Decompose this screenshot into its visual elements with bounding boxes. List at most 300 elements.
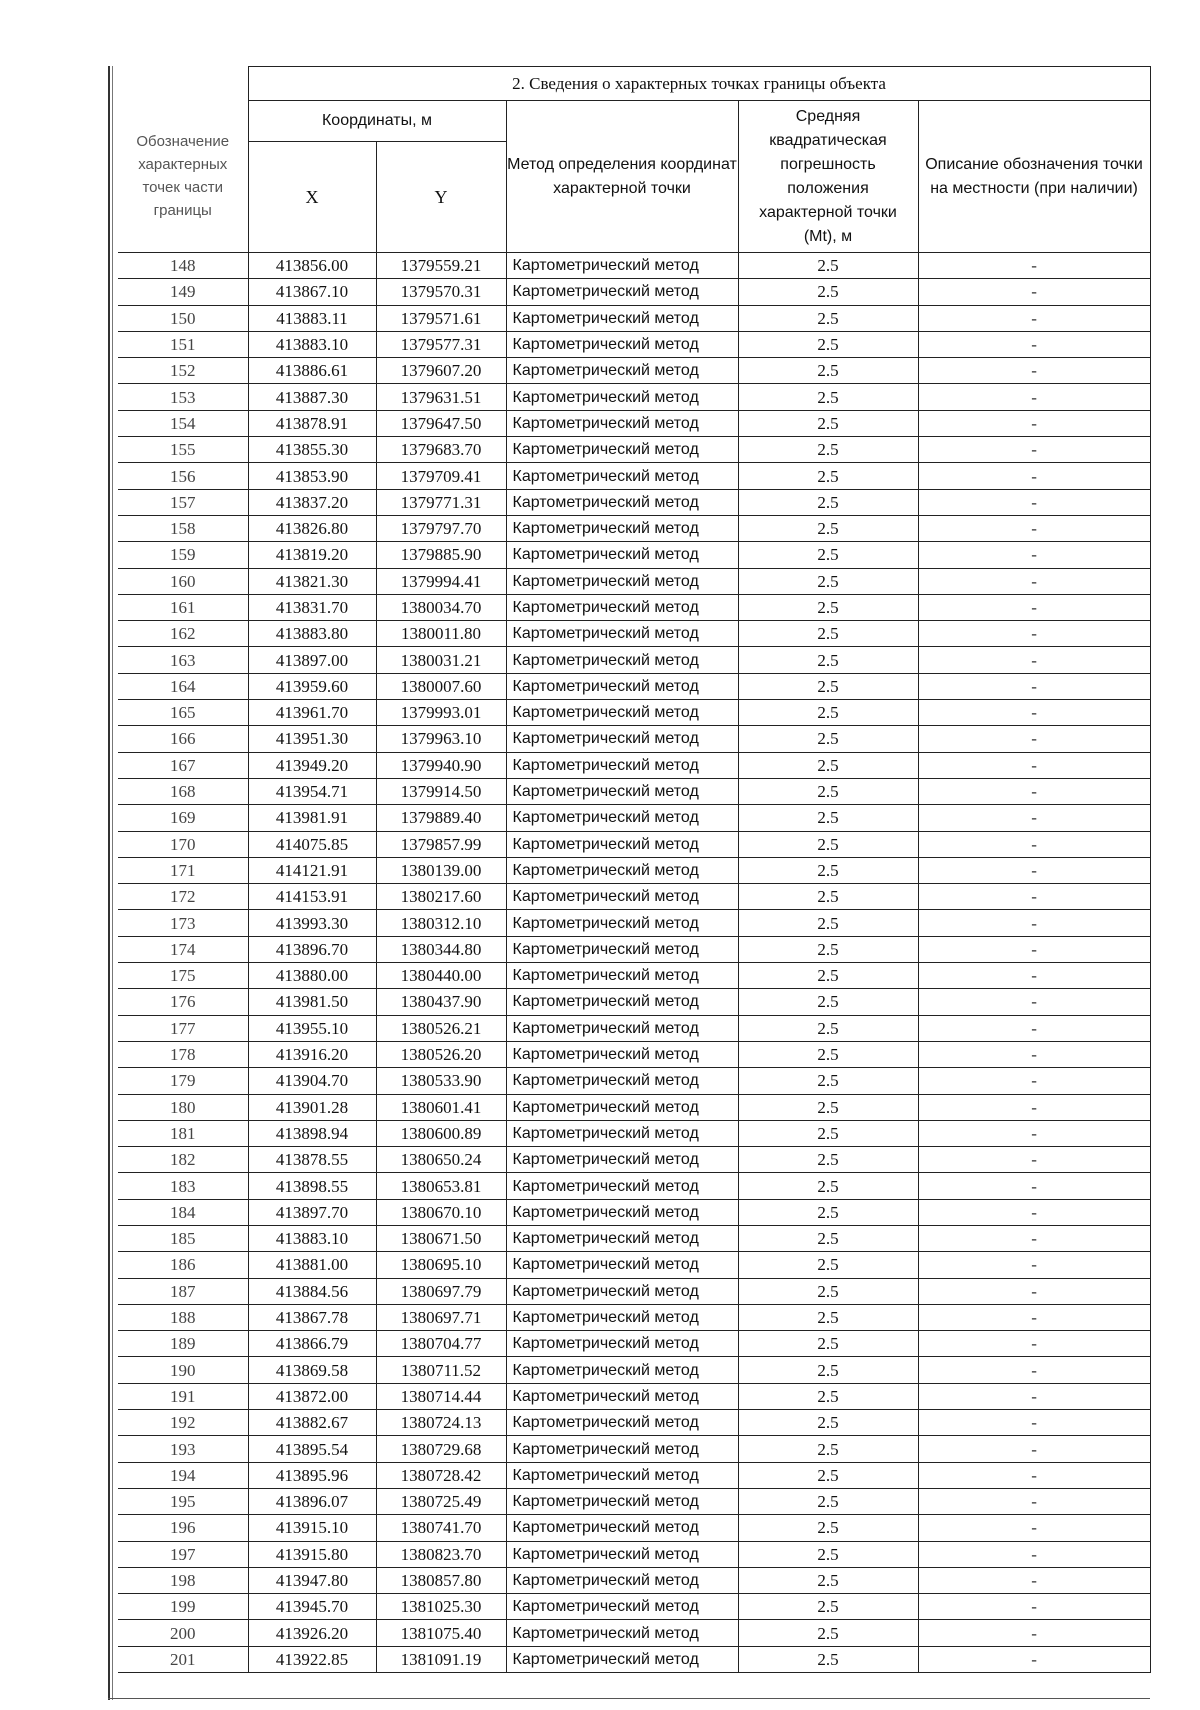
- table-row: [118, 831, 1150, 857]
- point-number: 158: [118, 515, 248, 541]
- table-row: [118, 1410, 1150, 1436]
- point-number: 184: [118, 1199, 248, 1225]
- table-row: [118, 437, 1150, 463]
- method-cell: Картометрический метод: [506, 963, 738, 989]
- method-cell: Картометрический метод: [506, 726, 738, 752]
- description-cell: -: [918, 1567, 1150, 1593]
- error-cell: 2.5: [738, 1357, 918, 1383]
- coord-x: 413895.96: [248, 1462, 376, 1488]
- method-cell: Картометрический метод: [506, 805, 738, 831]
- coord-x: 413881.00: [248, 1252, 376, 1278]
- description-cell: -: [918, 647, 1150, 673]
- error-cell: 2.5: [738, 1567, 918, 1593]
- error-cell: 2.5: [738, 542, 918, 568]
- error-cell: 2.5: [738, 331, 918, 357]
- point-number: 150: [118, 305, 248, 331]
- point-number: 171: [118, 857, 248, 883]
- error-cell: 2.5: [738, 1462, 918, 1488]
- coord-x: 413959.60: [248, 673, 376, 699]
- point-number: 175: [118, 963, 248, 989]
- error-cell: 2.5: [738, 989, 918, 1015]
- coord-x: 413884.56: [248, 1278, 376, 1304]
- coord-y: 1379683.70: [376, 437, 506, 463]
- coord-x: 413896.07: [248, 1488, 376, 1514]
- method-cell: Картометрический метод: [506, 884, 738, 910]
- description-cell: -: [918, 542, 1150, 568]
- point-number: 186: [118, 1252, 248, 1278]
- coord-x: 413878.91: [248, 410, 376, 436]
- description-cell: -: [918, 1515, 1150, 1541]
- error-cell: 2.5: [738, 1383, 918, 1409]
- table-row: [118, 884, 1150, 910]
- error-cell: 2.5: [738, 253, 918, 279]
- coord-y: 1380724.13: [376, 1410, 506, 1436]
- coord-x: 413981.50: [248, 989, 376, 1015]
- method-cell: Картометрический метод: [506, 700, 738, 726]
- error-cell: 2.5: [738, 805, 918, 831]
- method-cell: Картометрический метод: [506, 1410, 738, 1436]
- description-cell: -: [918, 1015, 1150, 1041]
- point-number: 189: [118, 1331, 248, 1357]
- coord-y: 1380440.00: [376, 963, 506, 989]
- error-cell: 2.5: [738, 1488, 918, 1514]
- table-row: [118, 647, 1150, 673]
- method-cell: Картометрический метод: [506, 1488, 738, 1514]
- method-cell: Картометрический метод: [506, 437, 738, 463]
- coord-y: 1379993.01: [376, 700, 506, 726]
- coord-y: 1380011.80: [376, 621, 506, 647]
- coord-x: 413872.00: [248, 1383, 376, 1409]
- description-cell: -: [918, 568, 1150, 594]
- error-cell: 2.5: [738, 1068, 918, 1094]
- coord-x: 413855.30: [248, 437, 376, 463]
- error-cell: 2.5: [738, 1646, 918, 1672]
- description-cell: -: [918, 1436, 1150, 1462]
- method-cell: Картометрический метод: [506, 1357, 738, 1383]
- coord-y: 1380714.44: [376, 1383, 506, 1409]
- point-number: 157: [118, 489, 248, 515]
- method-cell: Картометрический метод: [506, 410, 738, 436]
- coord-y: 1380857.80: [376, 1567, 506, 1593]
- error-cell: 2.5: [738, 1436, 918, 1462]
- point-number: 164: [118, 673, 248, 699]
- method-cell: Картометрический метод: [506, 1015, 738, 1041]
- table-row: [118, 936, 1150, 962]
- point-number: 191: [118, 1383, 248, 1409]
- description-cell: -: [918, 1278, 1150, 1304]
- description-cell: -: [918, 1068, 1150, 1094]
- point-number: 190: [118, 1357, 248, 1383]
- error-cell: 2.5: [738, 857, 918, 883]
- table-row: [118, 805, 1150, 831]
- coord-x: 413819.20: [248, 542, 376, 568]
- coord-x: 413882.67: [248, 1410, 376, 1436]
- description-cell: -: [918, 805, 1150, 831]
- description-cell: -: [918, 437, 1150, 463]
- coord-x: 413896.70: [248, 936, 376, 962]
- coord-y: 1379771.31: [376, 489, 506, 515]
- coord-y: 1379709.41: [376, 463, 506, 489]
- method-cell: Картометрический метод: [506, 1304, 738, 1330]
- point-number: 169: [118, 805, 248, 831]
- coord-y: 1380139.00: [376, 857, 506, 883]
- coord-y: 1381091.19: [376, 1646, 506, 1672]
- coord-x: 413898.94: [248, 1120, 376, 1146]
- coord-x: 413880.00: [248, 963, 376, 989]
- point-number: 172: [118, 884, 248, 910]
- table-row: [118, 1567, 1150, 1593]
- point-number: 188: [118, 1304, 248, 1330]
- coord-y: 1381025.30: [376, 1594, 506, 1620]
- error-cell: 2.5: [738, 1541, 918, 1567]
- error-cell: 2.5: [738, 1094, 918, 1120]
- method-cell: Картометрический метод: [506, 621, 738, 647]
- point-number: 173: [118, 910, 248, 936]
- table-row: [118, 700, 1150, 726]
- coord-x: 413951.30: [248, 726, 376, 752]
- method-cell: Картометрический метод: [506, 910, 738, 936]
- table-row: [118, 594, 1150, 620]
- point-number: 154: [118, 410, 248, 436]
- point-number: 193: [118, 1436, 248, 1462]
- error-cell: 2.5: [738, 1515, 918, 1541]
- method-cell: Картометрический метод: [506, 331, 738, 357]
- table-row: [118, 1225, 1150, 1251]
- coord-x: 413898.55: [248, 1173, 376, 1199]
- coord-y: 1380711.52: [376, 1357, 506, 1383]
- method-cell: Картометрический метод: [506, 358, 738, 384]
- coord-y: 1380697.71: [376, 1304, 506, 1330]
- method-cell: Картометрический метод: [506, 1147, 738, 1173]
- point-number: 198: [118, 1567, 248, 1593]
- coord-y: 1379631.51: [376, 384, 506, 410]
- table-row: [118, 1383, 1150, 1409]
- coord-x: 413904.70: [248, 1068, 376, 1094]
- description-cell: -: [918, 778, 1150, 804]
- table-row: [118, 1515, 1150, 1541]
- description-cell: -: [918, 279, 1150, 305]
- point-number: 176: [118, 989, 248, 1015]
- table-row: [118, 1015, 1150, 1041]
- description-cell: -: [918, 1488, 1150, 1514]
- header-description: Описание обозначения точки на местности (при наличии): [918, 101, 1150, 253]
- method-cell: Картометрический метод: [506, 1620, 738, 1646]
- coord-y: 1379570.31: [376, 279, 506, 305]
- method-cell: Картометрический метод: [506, 384, 738, 410]
- point-number: 152: [118, 358, 248, 384]
- coord-y: 1379857.99: [376, 831, 506, 857]
- point-number: 178: [118, 1041, 248, 1067]
- error-cell: 2.5: [738, 1252, 918, 1278]
- description-cell: -: [918, 1041, 1150, 1067]
- description-cell: -: [918, 331, 1150, 357]
- table-row: [118, 1094, 1150, 1120]
- method-cell: Картометрический метод: [506, 594, 738, 620]
- coord-y: 1380344.80: [376, 936, 506, 962]
- error-cell: 2.5: [738, 594, 918, 620]
- coord-y: 1380217.60: [376, 884, 506, 910]
- coord-y: 1380007.60: [376, 673, 506, 699]
- method-cell: Картометрический метод: [506, 305, 738, 331]
- method-cell: Картометрический метод: [506, 936, 738, 962]
- coord-x: 413883.11: [248, 305, 376, 331]
- header-error: Средняя квадратическая погрешность положения характерной точки (Mt), м: [738, 101, 918, 253]
- description-cell: -: [918, 989, 1150, 1015]
- page-frame-left: [108, 66, 110, 1700]
- description-cell: -: [918, 673, 1150, 699]
- description-cell: -: [918, 1357, 1150, 1383]
- table-row: [118, 857, 1150, 883]
- point-number: 177: [118, 1015, 248, 1041]
- method-cell: Картометрический метод: [506, 1173, 738, 1199]
- header-point-designation: Обозначение характерных точек части границы: [118, 101, 248, 253]
- point-number: 183: [118, 1173, 248, 1199]
- table-row: [118, 1278, 1150, 1304]
- method-cell: Картометрический метод: [506, 778, 738, 804]
- table-row: [118, 410, 1150, 436]
- coord-x: 413993.30: [248, 910, 376, 936]
- error-cell: 2.5: [738, 384, 918, 410]
- description-cell: -: [918, 594, 1150, 620]
- coord-y: 1380601.41: [376, 1094, 506, 1120]
- coord-x: 413955.10: [248, 1015, 376, 1041]
- coord-y: 1380741.70: [376, 1515, 506, 1541]
- point-number: 165: [118, 700, 248, 726]
- error-cell: 2.5: [738, 647, 918, 673]
- point-number: 155: [118, 437, 248, 463]
- coord-y: 1380533.90: [376, 1068, 506, 1094]
- coord-y: 1380729.68: [376, 1436, 506, 1462]
- table-row: [118, 1462, 1150, 1488]
- method-cell: Картометрический метод: [506, 752, 738, 778]
- method-cell: Картометрический метод: [506, 1462, 738, 1488]
- method-cell: Картометрический метод: [506, 1252, 738, 1278]
- error-cell: 2.5: [738, 726, 918, 752]
- table-row: [118, 1041, 1150, 1067]
- coord-y: 1379571.61: [376, 305, 506, 331]
- error-cell: 2.5: [738, 1278, 918, 1304]
- method-cell: Картометрический метод: [506, 1541, 738, 1567]
- point-number: 148: [118, 253, 248, 279]
- error-cell: 2.5: [738, 831, 918, 857]
- table-row: [118, 1068, 1150, 1094]
- table-row: [118, 778, 1150, 804]
- method-cell: Картометрический метод: [506, 568, 738, 594]
- boundary-points-table: [118, 66, 1151, 1673]
- table-row: [118, 963, 1150, 989]
- table-row: [118, 542, 1150, 568]
- header-method: Метод определения координат характерной точки: [506, 101, 738, 253]
- description-cell: -: [918, 884, 1150, 910]
- table-body: [118, 253, 1150, 1673]
- coord-x: 413954.71: [248, 778, 376, 804]
- header-row-1: [118, 101, 1150, 142]
- error-cell: 2.5: [738, 1410, 918, 1436]
- method-cell: Картометрический метод: [506, 463, 738, 489]
- coord-x: 414121.91: [248, 857, 376, 883]
- error-cell: 2.5: [738, 1225, 918, 1251]
- description-cell: -: [918, 857, 1150, 883]
- point-number: 156: [118, 463, 248, 489]
- point-number: 181: [118, 1120, 248, 1146]
- error-cell: 2.5: [738, 1199, 918, 1225]
- point-number: 168: [118, 778, 248, 804]
- error-cell: 2.5: [738, 752, 918, 778]
- coord-x: 413837.20: [248, 489, 376, 515]
- table-row: [118, 1594, 1150, 1620]
- error-cell: 2.5: [738, 1331, 918, 1357]
- coord-x: 413926.20: [248, 1620, 376, 1646]
- coord-x: 413883.80: [248, 621, 376, 647]
- coord-y: 1380437.90: [376, 989, 506, 1015]
- coord-y: 1380697.79: [376, 1278, 506, 1304]
- coord-y: 1380031.21: [376, 647, 506, 673]
- coord-x: 413949.20: [248, 752, 376, 778]
- description-cell: -: [918, 1620, 1150, 1646]
- table-row: [118, 1541, 1150, 1567]
- error-cell: 2.5: [738, 489, 918, 515]
- method-cell: Картометрический метод: [506, 279, 738, 305]
- method-cell: Картометрический метод: [506, 1068, 738, 1094]
- error-cell: 2.5: [738, 437, 918, 463]
- coord-x: 413867.78: [248, 1304, 376, 1330]
- coord-y: 1379797.70: [376, 515, 506, 541]
- table-row: [118, 358, 1150, 384]
- point-number: 160: [118, 568, 248, 594]
- error-cell: 2.5: [738, 1620, 918, 1646]
- coord-y: 1380650.24: [376, 1147, 506, 1173]
- coord-y: 1379940.90: [376, 752, 506, 778]
- table-row: [118, 1357, 1150, 1383]
- point-number: 201: [118, 1646, 248, 1672]
- description-cell: -: [918, 1410, 1150, 1436]
- table-row: [118, 331, 1150, 357]
- coord-x: 413897.00: [248, 647, 376, 673]
- coord-y: 1380725.49: [376, 1488, 506, 1514]
- coord-x: 414153.91: [248, 884, 376, 910]
- header-coordinates: Координаты, м: [248, 101, 506, 142]
- error-cell: 2.5: [738, 515, 918, 541]
- table-row: [118, 384, 1150, 410]
- point-number: 153: [118, 384, 248, 410]
- error-cell: 2.5: [738, 305, 918, 331]
- description-cell: -: [918, 253, 1150, 279]
- point-number: 200: [118, 1620, 248, 1646]
- error-cell: 2.5: [738, 673, 918, 699]
- error-cell: 2.5: [738, 963, 918, 989]
- description-cell: -: [918, 1094, 1150, 1120]
- method-cell: Картометрический метод: [506, 542, 738, 568]
- description-cell: -: [918, 1147, 1150, 1173]
- table-row: [118, 1331, 1150, 1357]
- error-cell: 2.5: [738, 279, 918, 305]
- coord-x: 413853.90: [248, 463, 376, 489]
- method-cell: Картометрический метод: [506, 1278, 738, 1304]
- table-row: [118, 279, 1150, 305]
- coord-y: 1380312.10: [376, 910, 506, 936]
- coord-y: 1380671.50: [376, 1225, 506, 1251]
- point-number: 163: [118, 647, 248, 673]
- table-row: [118, 1252, 1150, 1278]
- method-cell: Картометрический метод: [506, 1225, 738, 1251]
- error-cell: 2.5: [738, 1594, 918, 1620]
- method-cell: Картометрический метод: [506, 1120, 738, 1146]
- coord-x: 413961.70: [248, 700, 376, 726]
- method-cell: Картометрический метод: [506, 831, 738, 857]
- table-row: [118, 1147, 1150, 1173]
- table-row: [118, 989, 1150, 1015]
- description-cell: -: [918, 963, 1150, 989]
- point-number: 194: [118, 1462, 248, 1488]
- point-number: 187: [118, 1278, 248, 1304]
- coord-y: 1380695.10: [376, 1252, 506, 1278]
- title-row: [118, 67, 1150, 101]
- method-cell: Картометрический метод: [506, 1594, 738, 1620]
- table-row: [118, 752, 1150, 778]
- description-cell: -: [918, 1331, 1150, 1357]
- description-cell: -: [918, 1225, 1150, 1251]
- table-row: [118, 1120, 1150, 1146]
- error-cell: 2.5: [738, 621, 918, 647]
- coord-y: 1380823.70: [376, 1541, 506, 1567]
- coord-x: 413947.80: [248, 1567, 376, 1593]
- coord-x: 413887.30: [248, 384, 376, 410]
- point-number: 151: [118, 331, 248, 357]
- point-number: 167: [118, 752, 248, 778]
- coord-x: 413878.55: [248, 1147, 376, 1173]
- point-number: 179: [118, 1068, 248, 1094]
- coord-x: 413883.10: [248, 1225, 376, 1251]
- error-cell: 2.5: [738, 936, 918, 962]
- coord-y: 1380526.21: [376, 1015, 506, 1041]
- header-x: X: [248, 142, 376, 253]
- description-cell: -: [918, 1462, 1150, 1488]
- table-row: [118, 515, 1150, 541]
- point-number: 199: [118, 1594, 248, 1620]
- table-row: [118, 726, 1150, 752]
- header-y: Y: [376, 142, 506, 253]
- method-cell: Картометрический метод: [506, 989, 738, 1015]
- method-cell: Картометрический метод: [506, 1567, 738, 1593]
- point-number: 180: [118, 1094, 248, 1120]
- method-cell: Картометрический метод: [506, 1331, 738, 1357]
- bottom-rule: [108, 1698, 1150, 1699]
- method-cell: Картометрический метод: [506, 1199, 738, 1225]
- coord-x: 413856.00: [248, 253, 376, 279]
- description-cell: -: [918, 1646, 1150, 1672]
- point-number: 196: [118, 1515, 248, 1541]
- description-cell: -: [918, 936, 1150, 962]
- coord-x: 414075.85: [248, 831, 376, 857]
- coord-y: 1379577.31: [376, 331, 506, 357]
- method-cell: Картометрический метод: [506, 1436, 738, 1462]
- description-cell: -: [918, 621, 1150, 647]
- title-spacer: [118, 67, 248, 101]
- coord-y: 1380034.70: [376, 594, 506, 620]
- table-row: [118, 1488, 1150, 1514]
- coord-x: 413883.10: [248, 331, 376, 357]
- description-cell: -: [918, 1541, 1150, 1567]
- description-cell: -: [918, 1252, 1150, 1278]
- coord-x: 413869.58: [248, 1357, 376, 1383]
- coord-x: 413867.10: [248, 279, 376, 305]
- error-cell: 2.5: [738, 700, 918, 726]
- coord-x: 413886.61: [248, 358, 376, 384]
- coord-x: 413945.70: [248, 1594, 376, 1620]
- table-row: [118, 1620, 1150, 1646]
- method-cell: Картометрический метод: [506, 253, 738, 279]
- point-number: 149: [118, 279, 248, 305]
